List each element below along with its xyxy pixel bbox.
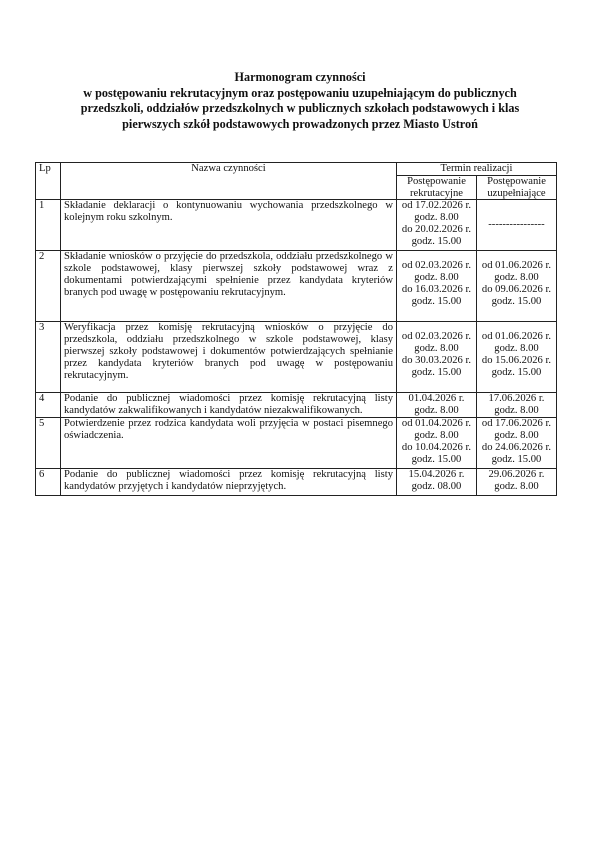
title-line-3: przedszkoli, oddziałów przedszkolnych w publicznych szkołach podstawowych i klas bbox=[80, 101, 520, 115]
date-line: godz. 15.00 bbox=[491, 295, 542, 307]
supplementary-dates bbox=[477, 322, 557, 393]
activity-name: Weryfikacja przez komisję rekrutacyjną wniosków o przyjęcie do przedszkola, oddziału przedszkolnego w szkole podstawowej, klasy pierwszej szkoły podstawowej i dokumentów potwierdzających spełnianie przez kandydata kryteriów branych pod uwagę w postępowaniu rekrutacyjnym. bbox=[61, 322, 397, 393]
header-supplementary bbox=[477, 175, 557, 200]
date-line: od 01.04.2026 r. bbox=[401, 418, 472, 430]
date-line: godz. 8.00 bbox=[414, 272, 459, 284]
date-line: do 20.02.2026 r. bbox=[401, 223, 472, 235]
date-line: do 09.06.2026 r. bbox=[481, 283, 552, 295]
table-row bbox=[36, 200, 557, 251]
date-line: godz. 8.00 bbox=[414, 343, 459, 355]
date-line: godz. 8.00 bbox=[414, 430, 459, 442]
activity-name: Składanie wniosków o przyjęcie do przedszkola, oddziału przedszkolnego w szkole podstawowej, klasy pierwszej szkoły podstawowej wraz z dokumentami potwierdzającymi spełnienie przez kandydata kryteriów branych pod uwagę w postępowaniu rekrutacyjnym. bbox=[61, 251, 397, 322]
table-row bbox=[36, 322, 557, 393]
document-title bbox=[40, 70, 560, 132]
activity-name: Potwierdzenie przez rodzica kandydata woli przyjęcia w postaci pisemnego oświadczenia. bbox=[61, 418, 397, 469]
recruitment-dates bbox=[397, 393, 477, 418]
date-line: godz. 8.00 bbox=[414, 212, 459, 224]
date-line: od 02.03.2026 r. bbox=[401, 331, 472, 343]
table-row bbox=[36, 251, 557, 322]
table-row bbox=[36, 418, 557, 469]
date-line: od 17.06.2026 r. bbox=[481, 418, 552, 430]
date-line: godz. 15.00 bbox=[411, 453, 462, 465]
table-row bbox=[36, 469, 557, 496]
header-supplementary-line-2: uzupełniające bbox=[487, 187, 546, 199]
row-number: 2 bbox=[36, 251, 61, 322]
date-line: godz. 15.00 bbox=[491, 366, 542, 378]
row-number: 5 bbox=[36, 418, 61, 469]
date-line: do 15.06.2026 r. bbox=[481, 354, 552, 366]
date-line: do 30.03.2026 r. bbox=[401, 354, 472, 366]
dash-placeholder: ---------------- bbox=[488, 219, 545, 231]
header-recruitment bbox=[397, 175, 477, 200]
row-number: 4 bbox=[36, 393, 61, 418]
date-line: godz. 8.00 bbox=[414, 405, 459, 417]
title-line-2: w postępowaniu rekrutacyjnym oraz postępowaniu uzupełniającym do publicznych bbox=[83, 85, 517, 100]
supplementary-dates bbox=[477, 418, 557, 469]
recruitment-dates bbox=[397, 469, 477, 496]
date-line: 29.06.2026 r. bbox=[488, 469, 545, 481]
activity-name: Podanie do publicznej wiadomości przez komisję rekrutacyjną listy kandydatów przyjętych i kandydatów nieprzyjętych. bbox=[61, 469, 397, 496]
recruitment-dates bbox=[397, 251, 477, 322]
header-recruitment-line-1: Postępowanie bbox=[407, 175, 466, 187]
date-line: do 24.06.2026 r. bbox=[481, 441, 552, 453]
date-line: 01.04.2026 r. bbox=[408, 393, 465, 405]
title-line-1: Harmonogram czynności bbox=[234, 70, 366, 84]
supplementary-dates bbox=[477, 251, 557, 322]
date-line: godz. 8.00 bbox=[494, 430, 539, 442]
schedule-table bbox=[35, 162, 557, 496]
date-line: godz. 8.00 bbox=[494, 405, 539, 417]
activity-name: Składanie deklaracji o kontynuowaniu wychowania przedszkolnego w kolejnym roku szkolnym. bbox=[61, 200, 397, 251]
date-line: od 01.06.2026 r. bbox=[481, 260, 552, 272]
supplementary-dates bbox=[477, 393, 557, 418]
row-number: 1 bbox=[36, 200, 61, 251]
recruitment-dates bbox=[397, 418, 477, 469]
supplementary-dates bbox=[477, 469, 557, 496]
date-line: godz. 8.00 bbox=[494, 481, 539, 493]
header-name: Nazwa czynności bbox=[61, 163, 397, 200]
recruitment-dates bbox=[397, 322, 477, 393]
date-line: do 10.04.2026 r. bbox=[401, 441, 472, 453]
date-line: od 02.03.2026 r. bbox=[401, 260, 472, 272]
header-term: Termin realizacji bbox=[397, 163, 557, 176]
date-line: godz. 15.00 bbox=[411, 366, 462, 378]
date-line: godz. 8.00 bbox=[494, 343, 539, 355]
date-line: od 17.02.2026 r. bbox=[401, 200, 472, 212]
date-line: godz. 15.00 bbox=[411, 295, 462, 307]
date-line: 17.06.2026 r. bbox=[488, 393, 545, 405]
row-number: 3 bbox=[36, 322, 61, 393]
date-line: godz. 08.00 bbox=[411, 481, 462, 493]
header-supplementary-line-1: Postępowanie bbox=[487, 175, 546, 187]
date-line: od 01.06.2026 r. bbox=[481, 331, 552, 343]
date-line: godz. 15.00 bbox=[411, 235, 462, 247]
title-line-4: pierwszych szkół podstawowych prowadzonych przez Miasto Ustroń bbox=[122, 116, 478, 131]
date-line: do 16.03.2026 r. bbox=[401, 283, 472, 295]
row-number: 6 bbox=[36, 469, 61, 496]
recruitment-dates bbox=[397, 200, 477, 251]
date-line: godz. 15.00 bbox=[491, 453, 542, 465]
table-row bbox=[36, 393, 557, 418]
date-line: 15.04.2026 r. bbox=[408, 469, 465, 481]
date-line: godz. 8.00 bbox=[494, 272, 539, 284]
activity-name: Podanie do publicznej wiadomości przez komisję rekrutacyjną listy kandydatów zakwalifikowanych i kandydatów niezakwalifikowanych. bbox=[61, 393, 397, 418]
header-lp: Lp bbox=[36, 163, 61, 200]
table-header-row bbox=[36, 163, 557, 176]
header-recruitment-line-2: rekrutacyjne bbox=[410, 187, 463, 199]
supplementary-dates bbox=[477, 200, 557, 251]
